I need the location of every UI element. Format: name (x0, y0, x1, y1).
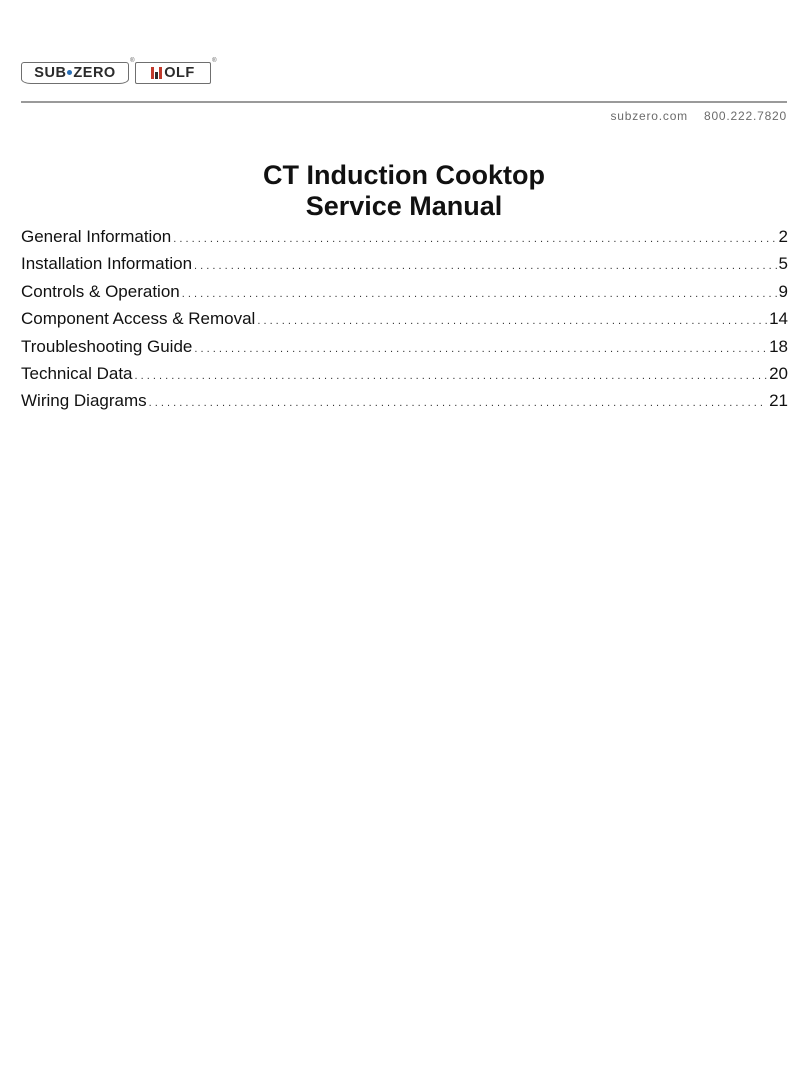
toc-entry-page: 18 (769, 336, 788, 356)
toc-leader-dots (149, 391, 767, 415)
website-link[interactable]: subzero.com (610, 109, 688, 123)
toc-entry-label: Component Access & Removal (21, 309, 256, 329)
toc-entry-label: Wiring Diagrams (21, 391, 147, 411)
toc-leader-dots (173, 227, 776, 251)
brand-logos (21, 58, 217, 88)
toc-entry-label: General Information (21, 227, 172, 246)
document-title (0, 160, 808, 222)
contact-info (610, 109, 787, 123)
toc-entry-page: 14 (769, 309, 788, 329)
toc-entry-label: Controls & Operation (21, 281, 180, 301)
toc-leader-dots (194, 254, 776, 278)
wolf-logo (135, 58, 217, 84)
toc-entry[interactable] (21, 307, 788, 334)
title-line-1: CT Induction Cooktop (263, 160, 545, 190)
toc-leader-dots (135, 364, 768, 388)
toc-entry[interactable] (21, 225, 788, 252)
header-divider (21, 101, 787, 103)
toc-leader-dots (257, 309, 767, 333)
subzero-dot-icon (67, 70, 72, 75)
toc-entry-page: 20 (769, 363, 788, 383)
toc-entry[interactable] (21, 252, 788, 279)
subzero-logo-text-left: SUB (34, 65, 67, 81)
toc-entry-page: 9 (778, 281, 788, 301)
toc-entry-page: 21 (769, 391, 788, 411)
toc-entry-label: Troubleshooting Guide (21, 336, 193, 356)
phone-number: 800.222.7820 (703, 109, 787, 123)
toc-leader-dots (194, 337, 767, 361)
wolf-logo-text: OLF (164, 65, 195, 81)
table-of-contents (21, 225, 788, 417)
toc-entry-label: Installation Information (21, 254, 193, 274)
toc-entry[interactable] (21, 362, 788, 389)
toc-leader-dots (182, 282, 777, 306)
registered-mark-icon: ® (130, 58, 135, 64)
toc-entry-page: 2 (778, 227, 788, 246)
toc-entry-label: Technical Data (21, 363, 133, 383)
subzero-logo-text-right: ZERO (73, 65, 116, 81)
title-line-2: Service Manual (305, 191, 503, 221)
toc-entry-page: 5 (778, 254, 788, 274)
toc-entry[interactable] (21, 335, 788, 362)
registered-mark-icon: ® (212, 58, 217, 64)
toc-entry[interactable] (21, 280, 788, 307)
wolf-crown-icon (151, 67, 162, 79)
toc-entry[interactable] (21, 389, 788, 416)
subzero-logo (21, 58, 135, 84)
